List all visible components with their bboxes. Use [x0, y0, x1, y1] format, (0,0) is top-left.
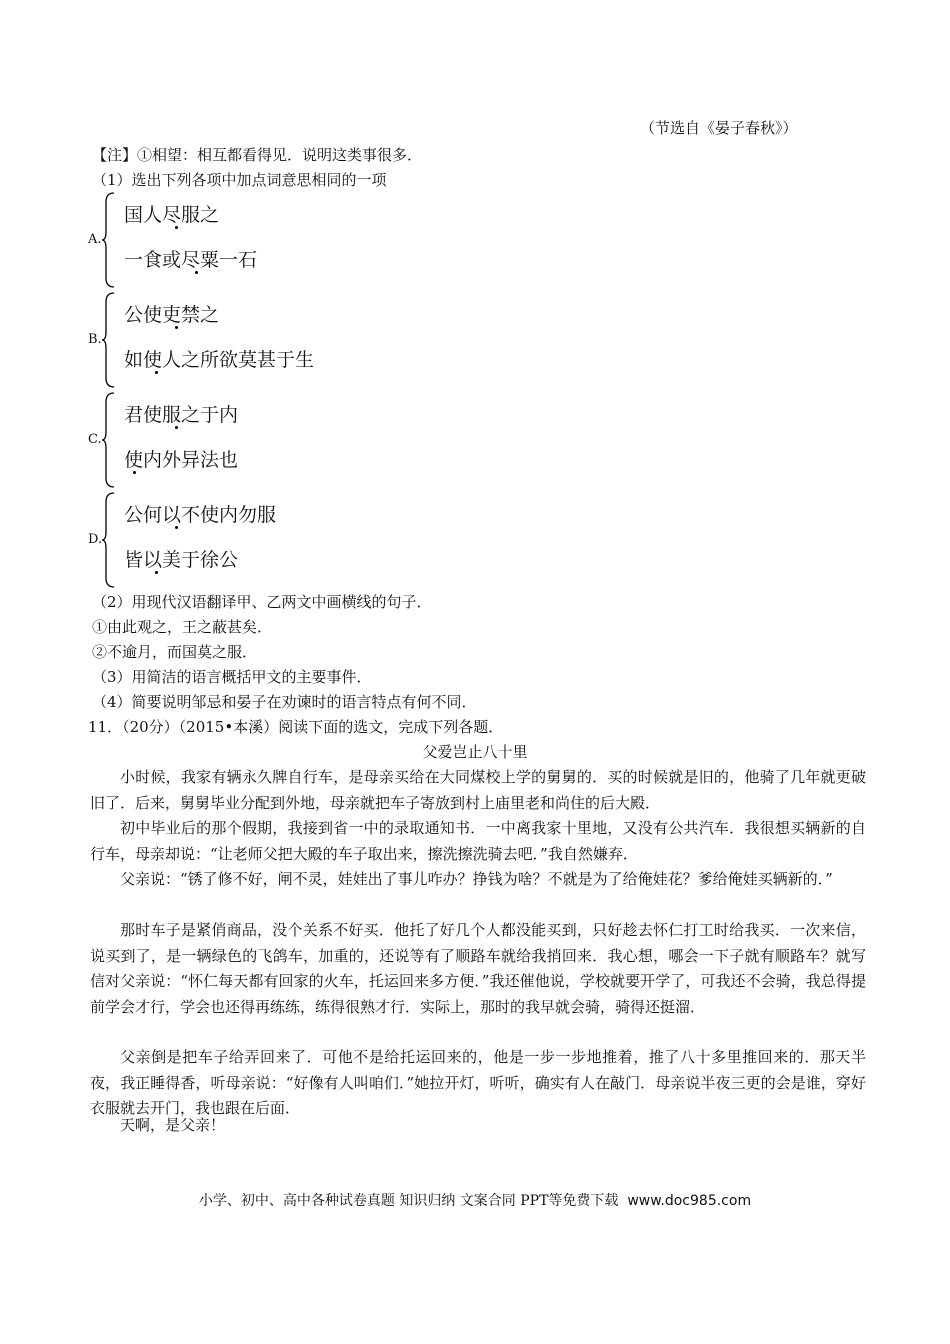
emphasis-dot [175, 426, 178, 429]
emphasis-dot [133, 471, 136, 474]
question-1: （1）选出下列各项中加点词意思相同的一项 [92, 171, 387, 189]
paragraph: 初中毕业后的那个假期，我接到省一中的录取通知书．一中离我家十里地，又没有公共汽车．我很想买辆新的自行车，母亲却说：“让老师父把大殿的车子取出来，擦洗擦洗骑去吧．”我自然嫌弃． [90, 819, 866, 863]
footer-url[interactable]: www.doc985.com [627, 1193, 752, 1209]
option-line-2: 使内外异法也 [124, 449, 239, 471]
option-line-1: 公使吏禁之 [124, 304, 220, 326]
option-b [88, 292, 348, 390]
option-c [88, 392, 348, 490]
emphasis-dot [175, 326, 178, 329]
option-line-1: 公何以不使内勿服 [124, 504, 277, 526]
option-letter: B. [88, 332, 102, 347]
question-3: （3）用简洁的语言概括甲文的主要事件． [92, 668, 372, 686]
paragraph: 父亲说：“锈了修不好，闸不灵，娃娃出了事儿咋办？挣钱为啥？不就是为了给俺娃花？爹给俺娃买辆新的．” [120, 870, 833, 888]
option-line-2: 如使人之所欲莫甚于生 [124, 349, 315, 371]
footer-text: 小学、初中、高中各种试卷真题 知识归纳 文案合同 PPT等免费下载 [198, 1193, 619, 1209]
passage-title: 父爱岂止八十里 [422, 743, 528, 761]
option-line-1: 君使服之于内 [124, 404, 239, 426]
paragraph: 那时车子是紧俏商品，没个关系不好买．他托了好几个人都没能买到，只好趁去怀仁打工时给我买．一次来信，说买到了，是一辆绿色的飞鸽车，加重的，还说等有了顺路车就给我捎回来．我心想，哪会一下子就有顺路车？就写信对父亲说：“怀仁每天都有回家的火车，托运回来多方便．”我还催他说，学校就要开学了，可我还不会骑，我总得提前学会才行，学会也还得再练练，练得很熟才行．实际上，那时的我早就会骑，骑得还挺溜． [90, 921, 866, 1016]
page-footer [0, 1190, 950, 1210]
option-a [88, 192, 348, 290]
brace-icon [102, 192, 116, 288]
paragraph: 天啊，是父亲！ [120, 1116, 226, 1134]
emphasis-dot [155, 571, 158, 574]
option-line-1: 国人尽服之 [124, 204, 220, 226]
question-11-header: 11．（20分）（2015•本溪）阅读下面的选文，完成下列各题． [88, 718, 504, 736]
option-d [88, 492, 348, 590]
question-2-sentence-1: ①由此观之，王之蔽甚矣． [92, 618, 273, 636]
brace-icon [102, 392, 116, 488]
question-4: （4）简要说明邹忌和晏子在劝谏时的语言特点有何不同． [92, 693, 477, 711]
paragraph: 父亲倒是把车子给弄回来了．可他不是给托运回来的，他是一步一步地推着，推了八十多里推回来的．那天半夜，我正睡得香，听母亲说：“好像有人叫咱们．”她拉开灯，听听，确实有人在敲门．母亲说半夜三更的会是谁，穿好衣服就去开门，我也跟在后面． [90, 1048, 866, 1117]
emphasis-dot [175, 226, 178, 229]
paragraph: 小时候，我家有辆永久牌自行车，是母亲买给在大同煤校上学的舅舅的．买的时候就是旧的，他骑了几年就更破旧了．后来，舅舅毕业分配到外地，母亲就把车子寄放到村上庙里老和尚住的后大殿． [90, 768, 866, 812]
option-letter: A. [88, 232, 102, 247]
brace-icon [102, 292, 116, 388]
emphasis-dot [195, 271, 198, 274]
option-letter: C. [88, 432, 102, 447]
emphasis-dot [155, 371, 158, 374]
source-citation: （节选自《晏子春秋》） [640, 119, 798, 137]
option-line-2: 皆以美于徐公 [124, 549, 239, 571]
option-letter: D. [88, 532, 103, 547]
option-line-2: 一食或尽粟一石 [124, 249, 258, 271]
question-2-sentence-2: ②不逾月，而国莫之服． [92, 643, 258, 661]
question-2: （2）用现代汉语翻译甲、乙两文中画横线的句子． [92, 593, 432, 611]
annotation-note: 【注】①相望：相互都看得见．说明这类事很多． [92, 146, 423, 164]
brace-icon [102, 492, 116, 588]
emphasis-dot [175, 526, 178, 529]
